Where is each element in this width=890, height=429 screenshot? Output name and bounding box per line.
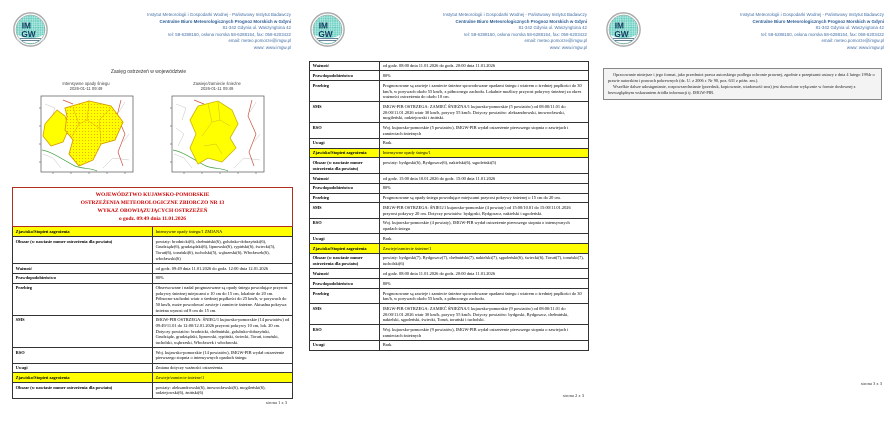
row-label: Przebieg [310,288,380,303]
document-page-2 [297,0,593,429]
row-label: Ważność [13,263,153,273]
row-label: Obszar (w nawiasie numer ostrzeżenia dla powiatu) [13,383,153,398]
bureau-name: Centralne Biuro Meteorologicznych Prognoz Morskich w Gdyni [752,18,884,24]
table-row [310,325,589,340]
table-row [13,373,293,383]
row-label: Prawdopodobieństwo [13,273,153,283]
svg-text:IM: IM [614,20,624,31]
table-row [13,315,293,347]
row-value: 80% [380,71,589,81]
row-label: Przebieg [310,81,380,102]
row-value: IMGW-PIB OSTRZEGA: ŚNIEG/1 kujawsko-pomorskie (4 powiaty) od 15:00/10.01 do 15:00/11.01.2026 przyrost pokrywy 20 cm. Dotyczy powiatów: bydgoski, Bydgoszcz, nakielski i sępoleński. [380,203,589,218]
row-value: Woj. kujawsko-pomorskie (9 powiatów), IMGW-PIB wydał ostrzeżenie pierwszego stopnia o zawiejach i zamieciach śnieżnych [380,325,589,340]
street-address: 81-342 Gdynia ul. Waszyngtona 42 [222,25,291,31]
phone-fax: tel: 58-6288150, osłona morska 58-6288154, fax: 058-6203422 [761,31,884,37]
bulletin-title: OSTRZEŻENIA METEOROLOGICZNE ZBIORCZO NR 13 [80,200,225,207]
row-value: od godz. 08:00 dnia 11.01.2026 do godz. 20:00 dnia 11.01.2026 [380,269,589,279]
document-page-3 [593,0,890,429]
row-label: Prawdopodobieństwo [310,279,380,289]
table-row [310,61,589,71]
row-value: od godz. 09:49 dnia 11.01.2026 do godz. 12:00 dnia 12.01.2026 [153,263,293,273]
page-number: strona 2 z 3 [562,393,584,398]
row-label: Uwagi [310,340,380,350]
row-label: Obszar (w nawiasie numer ostrzeżenia dla powiatu) [310,158,380,173]
phone-fax: tel: 58-6288150, osłona morska 58-6288154, fax: 058-6203422 [464,31,587,37]
row-label: Uwagi [310,234,380,244]
copyright-disclaimer [603,68,882,100]
row-value: powiaty: bydgoski(6), Bydgoszcz(6), nakielski(6), sępoleński(5) [380,158,589,173]
institute-name: Instytut Meteorologii i Gospodarki Wodnej - Państwowy Instytut Badawczy [740,12,884,17]
row-value: Brak. [380,138,589,148]
row-label: Ważność [310,269,380,279]
table-row [13,383,293,398]
map-snowfall-caption: Intensywne opady śniegu [62,80,110,86]
row-value: 80% [153,273,293,283]
row-value: Woj. kujawsko-pomorskie (4 powiaty), IMGW-PIB wydał ostrzeżenie pierwszego stopnia o intensywnych opadach śniegu [380,218,589,233]
row-value: od godz. 08:00 dnia 11.01.2026 do godz. 20:00 dnia 11.01.2026 [380,61,589,71]
svg-text:GW: GW [318,28,333,39]
website: www: www.imgw.pl [549,45,587,51]
bulletin-datetime: o godz. 09:49 dnia 11.01.2026 [119,216,186,223]
row-label: Uwagi [13,363,153,373]
svg-text:GW: GW [21,28,36,39]
row-label: SMS [310,102,380,123]
table-row [13,283,293,315]
row-value: Brak. [380,234,589,244]
table-row [310,279,589,289]
table-title [13,188,293,227]
row-label: Ważność [310,173,380,183]
row-label: RSO [310,123,380,138]
row-value: Woj. kujawsko-pomorskie (14 powiatów), IMGW-PIB wydał ostrzeżenie pierwszego stopnia o intensywnych opadach śniegu [153,348,293,363]
map-blizzard [164,81,270,180]
table-row [310,123,589,138]
email: email: meteo.pomorze@imgw.pl [821,38,884,44]
row-label: Obszar (w nawiasie numer ostrzeżenia dla powiatu) [310,253,380,268]
row-value: Woj. kujawsko-pomorskie (5 powiatów), IMGW-PIB wydał ostrzeżenie pierwszego stopnia o zawiejach i zamieciach śnieżnych [380,123,589,138]
voivodeship-title: WOJEWÓDZTWO KUJAWSKO-POMORSKIE [95,192,210,198]
row-value: 80% [380,183,589,193]
warning-maps [0,81,297,180]
row-label: Prawdopodobieństwo [310,183,380,193]
row-label: SMS [310,304,380,325]
row-value: IMGW-PIB OSTRZEGA: ŚNIEG/1 kujawsko-pomorskie (14 powiatów) od 09:49/11.01 do 12:00/12.01.2026 przyrost pokrywy 10 cm, lok. 20 cm. Dotyczy powiatów: brodnicki, chełmiński, golubsko-dobrzyński, Grudziądz, grudziądzki, lipnowski, rypiński, świecki, Toruń, toruński, tucholski, wąbrzeski, Włocławek i włocławski. [153,315,293,347]
maps-section-title: Zasięg ostrzeżeń w województwie [110,68,187,75]
row-label: RSO [13,348,153,363]
imgw-logo-icon [606,12,641,47]
page-number: strona 1 z 3 [265,400,287,405]
institute-address-block [641,12,884,52]
table-row [310,244,589,254]
row-value: Prognozowane są zawieje i zamiecie śnieżne spowodowane opadami śniegu i wiatrem o średniej prędkości do 30 km/h, w porywach około 55 km/h, z północnego zachodu. Lokalnie możliwy przyrost pokrywy śnieżnej za okres ważności ostrzeżenia do około 10 cm. [380,81,589,102]
row-value: IMGW-PIB OSTRZEGA: ZAMIEĆ ŚNIEŻNA/1 kujawsko-pomorskie (9 powiatów) od 08:00/11.01 do 20:00/11.01.2026 wiatr 30 km/h, porywy 55 km/h. Dotyczy powiatów: bydgoski, Bydgoszcz, chełmiński, nakielski, sępoleński, świecki, Toruń, toruński i tucholski. [380,304,589,325]
warnings-table-page1 [12,187,293,399]
institute-address-block [48,12,291,52]
street-address: 81-342 Gdynia ul. Waszyngtona 42 [815,25,884,31]
row-label: Uwagi [310,138,380,148]
table-row [13,227,293,237]
disclaimer-paragraph-1: Opracowanie niniejsze i jego format, jako przedmiot prawa autorskiego podlega ochronie prawnej, zgodnie z przepisami ustawy z dnia 4 lutego 1994r o prawie autorskim i prawach pokrewnych (dz. U. z 2006 r. Nr 90, poz. 631 z późn. zm.). [608,71,875,83]
page-header [0,0,297,52]
row-value: Zmiana dotyczy ważności ostrzeżenia. [153,363,293,373]
row-value: Prognozowane są zawieje i zamiecie śnieżne spowodowane opadami śniegu i wiatrem o średniej prędkości do 30 km/h, w porywach około 55 km/h, z północnego zachodu. [380,288,589,303]
svg-text:IM: IM [318,20,328,31]
svg-text:IM: IM [21,20,31,31]
row-label: Zjawisko/Stopień zagrożenia [310,244,380,254]
row-value: powiaty: bydgoski(7), Bydgoszcz(7), chełmiński(7), nakielski(7), sępoleński(6), świecki(6), Toruń(7), toruński(7), tucholski(6) [380,253,589,268]
row-value: Obserwowane i nadal prognozowane są opady śniegu powodujące przyrost pokrywy śnieżnej miejscami o 10 cm do 15 cm, lokalnie do 20 cm. Północno-zachodni wiatr o średniej prędkości do 25 km/h, w porywach do 50 km/h, może powodować zawieje i zamiecie śnieżne. Aktualna pokrywa śnieżna wynosi od 8 cm do 15 cm. [153,283,293,315]
map-snowfall [33,81,139,180]
website: www: www.imgw.pl [253,45,291,51]
page-number: strona 3 z 3 [860,381,882,386]
table-row [13,363,293,373]
row-value: Prognozowane są opady śniegu powodujące miejscami przyrost pokrywy śnieżnej o 15 cm do 20 cm. [380,193,589,203]
table-row [13,237,293,264]
bureau-name: Centralne Biuro Meteorologicznych Prognoz Morskich w Gdyni [455,18,587,24]
warning-map-snow-icon [33,94,139,180]
imgw-logo-icon [13,12,48,47]
row-label: Zjawisko/Stopień zagrożenia [13,373,153,383]
row-label: Zjawisko/Stopień zagrożenia [310,148,380,158]
page-header [297,0,593,52]
row-value: Intensywne opady śniegu/1 ZMIANA [153,227,293,237]
disclaimer-paragraph-2: Wszelkie dalsze udostępnianie, rozpowszechnianie (przedruk, kopiowanie, wiadomość sms) jest dozwolone wyłącznie w formie dosłownej z bezwzględnym wskazaniem źródła informacji tj. IMGW-PIB. [608,83,856,95]
table-row [310,102,589,123]
table-row [310,138,589,148]
row-value: IMGW-PIB OSTRZEGA: ZAMIEĆ ŚNIEŻNA/1 kujawsko-pomorskie (5 powiatów) od 08:00/11.01 do 20:00/11.01.2026 wiatr 30 km/h, porywy 55 km/h. Dotyczy powiatów: aleksandrowski, inowrocławski, mogileński, radziejowski i żniński. [380,102,589,123]
table-row [310,173,589,183]
warnings-table-page2 [309,61,589,351]
institute-name: Instytut Meteorologii i Gospodarki Wodnej - Państwowy Instytut Badawczy [147,12,291,17]
table-row [310,193,589,203]
table-row [310,340,589,350]
bureau-name: Centralne Biuro Meteorologicznych Prognoz Morskich w Gdyni [159,18,291,24]
table-row [310,148,589,158]
page-header [593,0,890,52]
row-label: Przebieg [13,283,153,315]
table-row [310,218,589,233]
row-label: Obszar (w nawiasie numer ostrzeżenia dla powiatu) [13,237,153,264]
svg-text:GW: GW [614,28,629,39]
street-address: 81-342 Gdynia ul. Waszyngtona 42 [518,25,587,31]
table-row [310,203,589,218]
row-value: Intensywne opady śniegu/1 [380,148,589,158]
row-label: Przebieg [310,193,380,203]
table-row [310,304,589,325]
row-value: Zawieje/zamiecie śnieżne/1 [380,244,589,254]
warning-map-blizzard-icon [164,94,270,180]
document-page-1 [0,0,297,429]
table-row [13,263,293,273]
table-title-row [13,188,293,227]
table-row [310,158,589,173]
map-blizzard-caption: Zawieje/zamiecie śnieżne [193,80,241,86]
map-blizzard-datetime: 2026-01-11 09:49 [200,86,234,92]
table-row [13,273,293,283]
institute-address-block [345,12,587,52]
website: www: www.imgw.pl [846,45,884,51]
table-row [310,269,589,279]
row-label: RSO [310,218,380,233]
row-label: SMS [310,203,380,218]
institute-name: Instytut Meteorologii i Gospodarki Wodnej - Państwowy Instytut Badawczy [443,12,587,17]
table-row [310,234,589,244]
imgw-logo-icon [310,12,345,47]
table-row [13,348,293,363]
bulletin-subtitle: WYKAZ OBOWIĄZUJĄCYCH OSTRZEŻEŃ [97,208,208,215]
row-value: od godz. 15:00 dnia 10.01.2026 do godz. 15:00 dnia 11.01.2026 [380,173,589,183]
table-row [310,81,589,102]
table-row [310,183,589,193]
row-value: powiaty: aleksandrowski(6), inowrocławski(6), mogileński(6), radziejowski(6), żniński(6) [153,383,293,398]
map-snowfall-datetime: 2026-01-11 09:49 [69,86,103,92]
table-row [310,253,589,268]
row-value: 80% [380,279,589,289]
phone-fax: tel: 58-6288150, osłona morska 58-6288154, fax: 058-6203422 [168,31,291,37]
row-value: powiaty: brodnicki(6), chełmiński(6), golubsko-dobrzyński(6), Grudziądz(6), grudziądzki(6), lipnowski(6), rypiński(6), świecki(5), Toruń(6), toruński(6), tucholski(5), wąbrzeski(6), Włocławek(6), włocławski(6) [153,237,293,264]
table-row [310,71,589,81]
row-label: RSO [310,325,380,340]
table-row [310,288,589,303]
row-label: SMS [13,315,153,347]
row-label: Zjawisko/Stopień zagrożenia [13,227,153,237]
row-label: Ważność [310,61,380,71]
row-value: Brak. [380,340,589,350]
email: email: meteo.pomorze@imgw.pl [228,38,291,44]
row-value: Zawieje/zamiecie śnieżne/1 [153,373,293,383]
email: email: meteo.pomorze@imgw.pl [524,38,587,44]
row-label: Prawdopodobieństwo [310,71,380,81]
